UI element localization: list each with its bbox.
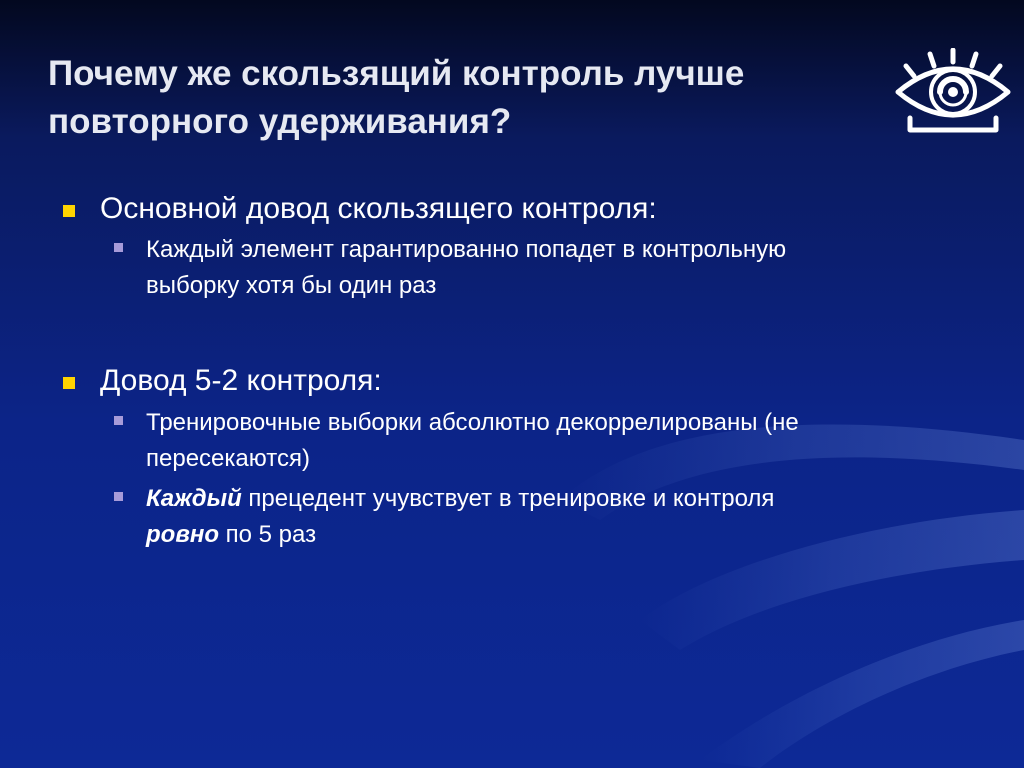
- bullet-level2-text-line-2: [146, 517, 946, 553]
- bullet-level2-each-precedent: [146, 481, 946, 553]
- bullet-level2-text-rest: по 5 раз: [218, 521, 317, 548]
- yellow-square-bullet-icon: [63, 377, 75, 389]
- bullet-level2-text-line-2: пересекаются): [146, 445, 310, 472]
- bullet-level2-text-rest: прецедент учувствует в тренировке и контроля: [241, 485, 775, 512]
- lavender-square-bullet-icon: [114, 416, 123, 425]
- slide-title-line-1: Почему же скользящий контроль лучше: [48, 54, 745, 93]
- bullet-level1-5-2-argument: [100, 364, 382, 398]
- bullet-level2-guaranteed-control: [146, 232, 946, 304]
- bullet-level1-text: Довод 5-2 контроля:: [100, 364, 382, 397]
- bullet-level2-text-line-2: выборку хотя бы один раз: [146, 272, 437, 299]
- bullet-level2-text-line-1: [146, 481, 946, 517]
- bullet-level2-text-line-1: Каждый элемент гарантированно попадет в контрольную: [146, 236, 787, 263]
- lavender-square-bullet-icon: [114, 243, 123, 252]
- slide-title-line-2: повторного удерживания?: [48, 102, 512, 141]
- lavender-square-bullet-icon: [114, 492, 123, 501]
- bullet-level1-text: Основной довод скользящего контроля:: [100, 192, 657, 225]
- bullet-level2-text-line-1: Тренировочные выборки абсолютно декоррелированы (не: [146, 409, 799, 436]
- yellow-square-bullet-icon: [63, 205, 75, 217]
- bullet-level1-main-argument: [100, 192, 657, 226]
- emphasis-exactly: ровно: [146, 521, 219, 548]
- emphasis-each: Каждый: [146, 485, 242, 512]
- bullet-level2-decorrelated: [146, 405, 946, 477]
